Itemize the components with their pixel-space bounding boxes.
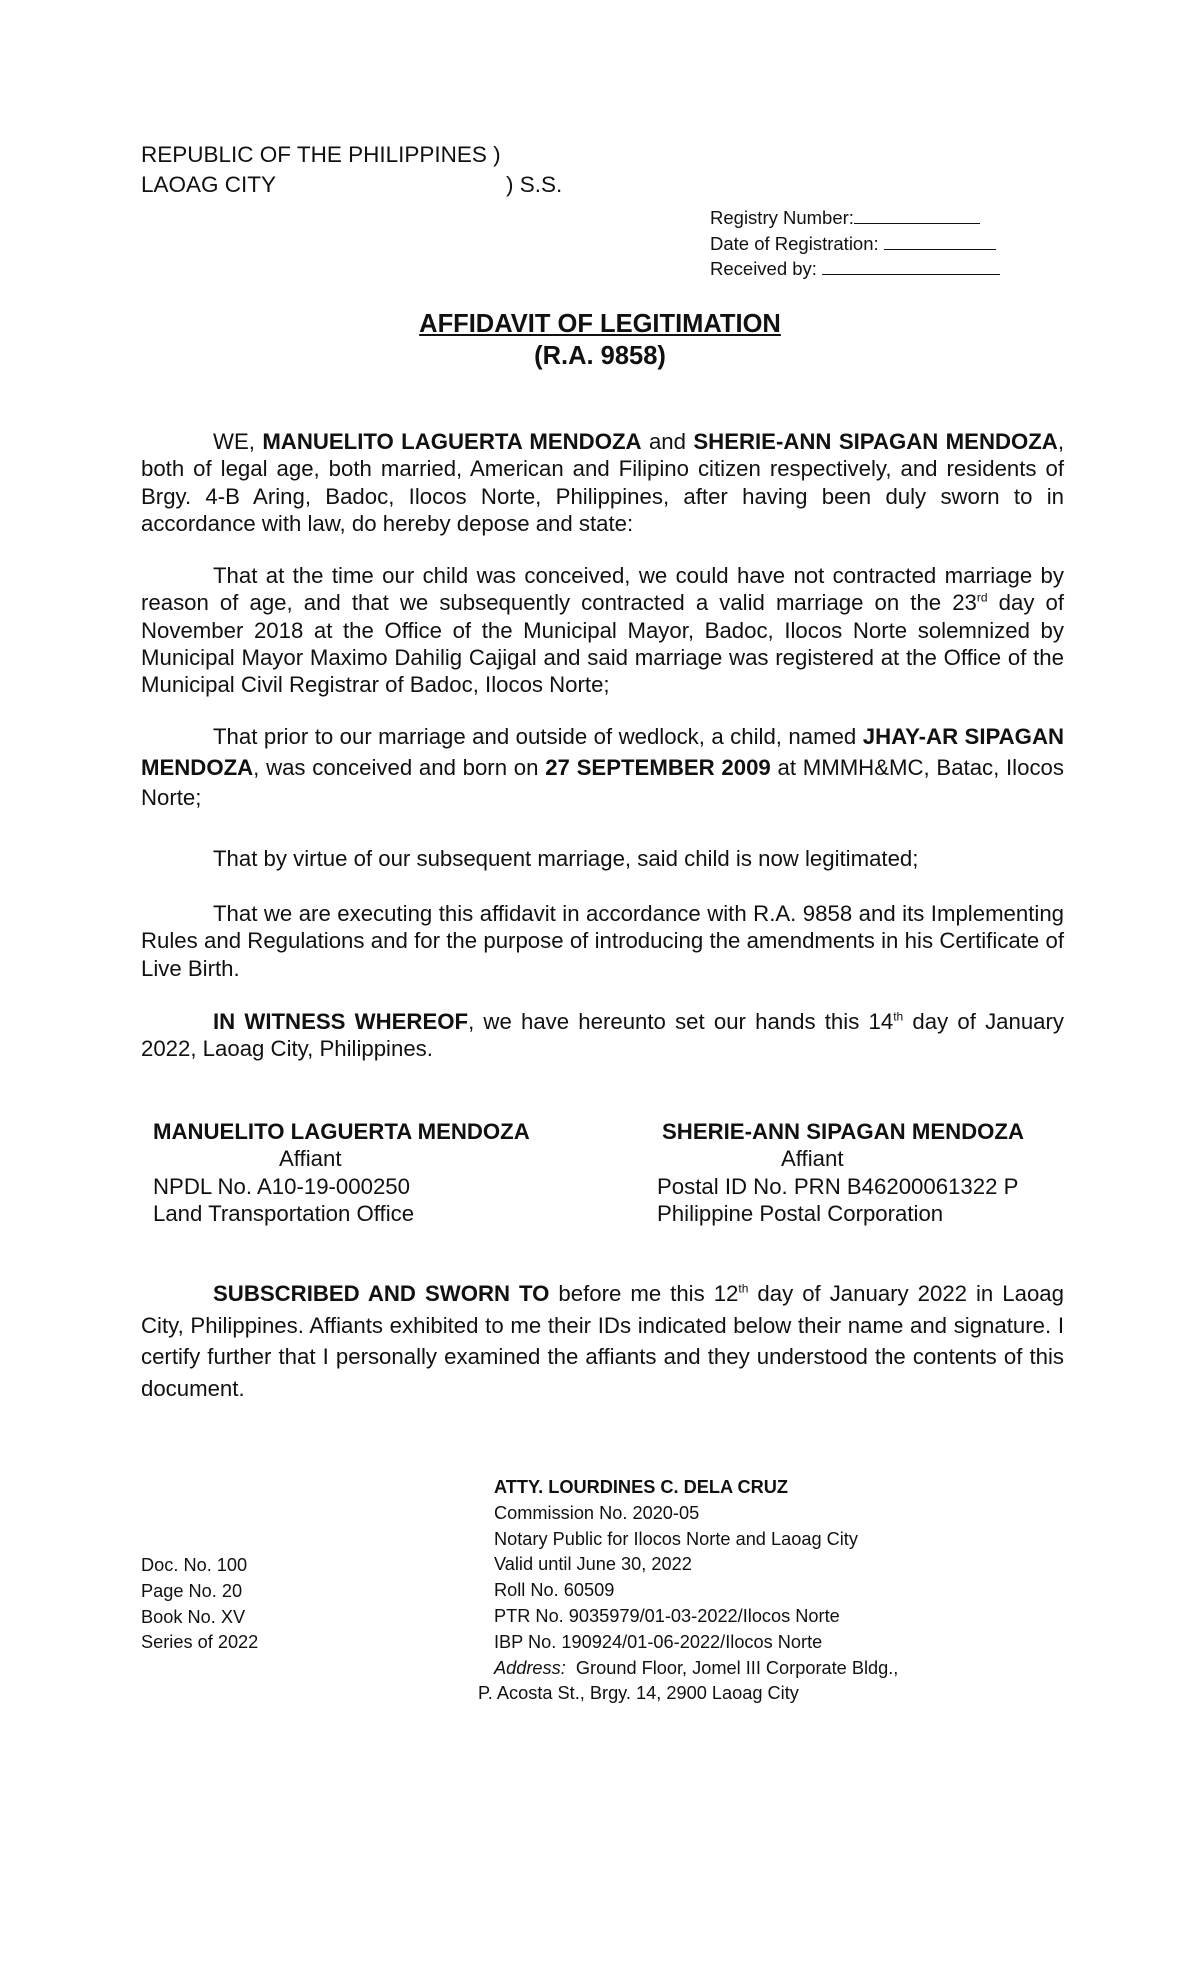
affiant-1-name: MANUELITO LAGUERTA MENDOZA [153, 1119, 530, 1144]
child-name: JHAY-AR SIPAGAN MENDOZA [141, 724, 1064, 780]
affiant-block-2 [657, 1118, 1024, 1227]
paragraph-legitimated: That by virtue of our subsequent marriage, said child is now legitimated; [213, 846, 919, 871]
registration-date-row: Date of Registration: [710, 231, 1000, 257]
notary-block [478, 1475, 899, 1707]
affiant-2-name: SHERIE-ANN SIPAGAN MENDOZA [662, 1119, 1024, 1144]
doc-number: Doc. No. 100 [141, 1555, 248, 1575]
registry-number-row: Registry Number: [710, 205, 1000, 231]
notary-ptr: PTR No. 9035979/01-03-2022/Ilocos Norte [494, 1605, 840, 1626]
paragraph-purpose: That we are executing this affidavit in accordance with R.A. 9858 and its Implementing Rules and Regulations and for the purpose of introducing the amendments in his Certificate of Live Birth. [141, 901, 1064, 981]
paragraph-affiants: WE, MANUELITO LAGUERTA MENDOZA and SHERIE-ANN SIPAGAN MENDOZA, both of legal age, both married, American and Filipino citizen respectively, and residents of Brgy. 4-B Aring, Badoc, Ilocos Norte, Philippines, after having been duly sworn to in accordance with law, do hereby depose and state: [141, 429, 1065, 536]
book-number: Book No. XV [141, 1606, 246, 1627]
document-reference [141, 1553, 258, 1656]
notary-name: ATTY. LOURDINES C. DELA CRUZ [494, 1477, 789, 1497]
received-by-row: Received by: [710, 256, 1000, 282]
paragraph-child: That prior to our marriage and outside of wedlock, a child, named JHAY-AR SIPAGAN MENDOZA, was conceived and born on 27 SEPTEMBER 2009 at MMMH&MC, Batac, Ilocos Norte; [141, 724, 1064, 810]
page-number: Page No. 20 [141, 1580, 243, 1601]
notary-roll: Roll No. 60509 [494, 1580, 615, 1601]
notary-validity: Valid until June 30, 2022 [494, 1554, 692, 1575]
notary-jurisdiction: Notary Public for Ilocos Norte and Laoag City [494, 1528, 858, 1549]
registration-date-blank [884, 231, 996, 250]
received-by-blank [822, 256, 1000, 275]
affiant-block-1 [153, 1118, 530, 1227]
notary-commission: Commission No. 2020-05 [494, 1502, 700, 1523]
affiant-name-1: MANUELITO LAGUERTA MENDOZA [262, 429, 642, 454]
title-law: (R.A. 9858) [534, 342, 666, 370]
series-year: Series of 2022 [141, 1632, 259, 1653]
caption-ss: ) S.S. [506, 172, 563, 197]
affiant-2-role: Affiant [781, 1146, 844, 1172]
notary-address-line2: P. Acosta St., Brgy. 14, 2900 Laoag City [478, 1683, 799, 1704]
notary-ibp: IBP No. 190924/01-06-2022/Ilocos Norte [494, 1631, 823, 1652]
affiant-name-2: SHERIE-ANN SIPAGAN MENDOZA [693, 429, 1058, 454]
caption-line1: REPUBLIC OF THE PHILIPPINES ) [141, 142, 501, 167]
notary-address-line1: Address: Ground Floor, Jomel III Corporate Bldg., [494, 1657, 899, 1678]
registry-block [710, 205, 1000, 282]
paragraph-jurat: SUBSCRIBED AND SWORN TO before me this 12th day of January 2022 in Laoag City, Philippines. Affiants exhibited to me their IDs indicated below their name and signature. I certify further that I personally examined the affiants and they understood the contents of this document. [141, 1281, 1064, 1401]
caption-city: LAOAG CITY [141, 172, 277, 197]
affiant-2-id: Postal ID No. PRN B46200061322 P [657, 1173, 1019, 1199]
birth-date: 27 SEPTEMBER 2009 [545, 754, 771, 780]
paragraph-witness: IN WITNESS WHEREOF, we have hereunto set our hands this 14th day of January 2022, Laoag City, Philippines. [141, 1009, 1064, 1062]
affiant-1-id: NPDL No. A10-19-000250 [153, 1173, 410, 1199]
affiant-2-issuer: Philippine Postal Corporation [657, 1200, 944, 1226]
affiant-1-role: Affiant [279, 1146, 342, 1172]
paragraph-marriage: That at the time our child was conceived, we could have not contracted marriage by reason of age, and that we subsequently contracted a valid marriage on the 23rd day of November 2018 at the Office of the Municipal Mayor, Badoc, Ilocos Norte solemnized by Municipal Mayor Maximo Dahilig Cajigal and said marriage was registered at the Office of the Municipal Civil Registrar of Badoc, Ilocos Norte; [141, 563, 1064, 698]
title-main: AFFIDAVIT OF LEGITIMATION [419, 310, 781, 338]
registry-number-blank [854, 205, 980, 224]
document-title [0, 308, 1200, 372]
affiant-1-issuer: Land Transportation Office [153, 1200, 415, 1226]
caption-line2 [141, 170, 741, 200]
